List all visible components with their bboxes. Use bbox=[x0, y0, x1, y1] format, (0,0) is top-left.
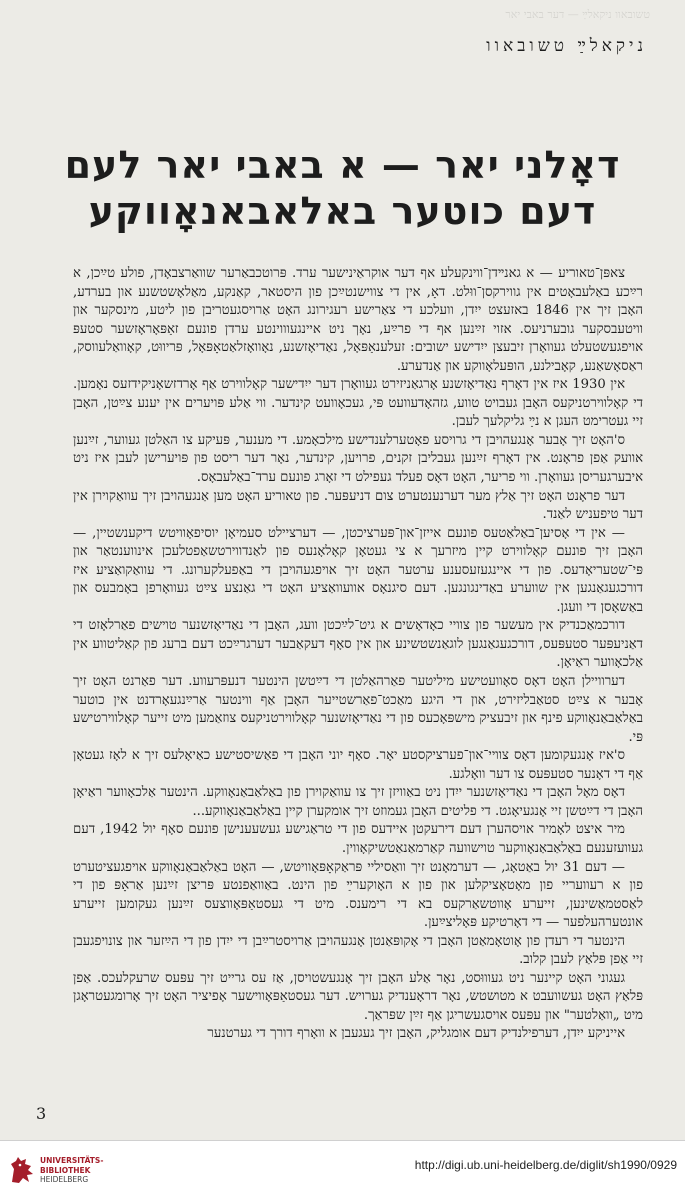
paragraph: — דעם 31 יול באַטאָג, — דערמאָנט זיך וואַסיליי פּראַקאָפּאָוויטש, — האָט באַלאַבאַנאָווקע אויפגעציטערט פון א רעוועריי פון מאָטאָציקלען און פון א האָוקערײַ פון הינט. באַוואַפנטע פּריצן זײַנען אַראָפּ פון די לאַסטמאַשינען, זייערע אָווטשאַרקעס בא די רימענס. מיט די געסטאַפּאָווצעס זײַנען געקומען זייערע אונטערהעלפער — די דאָרטיקע פּאָליצײַען. bbox=[73, 859, 643, 931]
paragraph: דורכמאַכנדיק אין מעשער פון צוויי כאָדאָשים א גיט־לײַכטן וועג, האָבן די נאַדיאָזשנער טוישים פאַרלאָזט די דאַניעפּער סטעפּעס, דורכגעגאַנגען לוגאַנשטשינע און אין סאָף דעקאַבער דערגרײַכט דעם ברעג פון קאַליטווע אין אַלכאָווער ראַיאָן. bbox=[73, 618, 643, 671]
page-number: 3 bbox=[36, 1104, 47, 1123]
paragraph: הינטער די רעדן פון אָוטאָמאַטן האָבן די אָקופּאַנטן אָנגעהויבן אַרויסטרײַבן די ייִדן פון די הײַזער און צונויפגעבן זיי אַפן פּלאַץ לעבן קלוב. bbox=[73, 933, 643, 968]
heidelberg-lion-icon bbox=[8, 1155, 36, 1185]
paragraph: דאָס מאָל האָבן די נאַדיאָזשנער ייִדן ניט באַוויזן זיך צו עוואַקוירן פון באַלאַבאַנאָווקע. הינטער אַלכאָווער ראַיאָן האָבן די דײַטשן זיי אָנגעיאָגט. די פליטים האָבן געמוזט זיך אומקערן קיין באַלאַבאַנאָווקע... bbox=[73, 785, 643, 819]
paragraph: ס'האָט זיך אָבער אָנגעהויבן די גרויסע פאָטערלענדישע מילכאָמע. די מענער, פּעיקע צו האַלטן געווער, זײַנען אוועק אַפן פראָנט. אין דאָרף זײַנען געבליבן זקנים, פרויען, קינדער, נאָר דער ריסט פון פּויערישן לעבן איז ניט איבערגעריסן געוואָרן. ווי פריער, האָט דאָס פעלד געפילט די זאָרג פונעם ערד־באַלעבאָס. bbox=[73, 432, 643, 486]
institution-city: HEIDELBERG bbox=[40, 1175, 89, 1184]
paragraph: ס'איז אָנגעקומען דאָס צוויי־און־פערציקסטע יאָר. סאָף יוני האָבן די פאַשיסטישע כאַיאָלעס זיך א לאָז געטאָן אַף די דאָנער סטעפּעס צו דער וואָלגע. bbox=[73, 748, 643, 782]
bleed-through-text: טשובאוו ניקאלײַ — דער באבי יאר bbox=[505, 8, 650, 21]
paragraph: דערוויילן האָט דאָס סאָוועטישע מיליטער פאַרהאַלטן די דײַטשן הינטער דנעפּרעווע. דער פאַרנט האָט זיך אָבער א צײַט סטאַבליזירט, און די היגע מאַכט־פאַרשטייער האָבן אַף ווינטער אַרײַנגעאָרדנט אין כוטער באַלאַבאַנאָווקע פינף און זיבעציק מישפּאָכעס פון די נאַדיאָזשנער קאָלווירטניקעס צוזאַמען מיט זייער קאָלווירטישע פּי. bbox=[73, 674, 643, 745]
paragraph: צאפּן־טאוריע — א גאנײדן־ווינקעלע אף דער אוקראַינישער ערד. פּרוטכבאַרער שוואַרצבאָדן, פולע טײַכן, א רײַכע באַלעבאָטים אין גווירקסן־ווּלט. דאָ, אין די צווישנטײַכן פון היסטאר, קאַנקע, מאַלאָשטשנע און בערדע, האָבן זיך אין 1846 באזעצט ייִדן, וועלכע די צאַרישע רעגירונג האָט אַרויסגעטריבן פון ליטע, מינסקער און וויטעבסקער גובערניעס. אזוי זײַנען אף די פרײַע, נאָך ניט איינגעוווינטע ערדן פונעם זאַפּאָראָזשער סטעפּ אויפגעשטעלט געוואָרן זיבעצן ייִדישע ישובים: זעלענאַפּאָל, נאַדיאָזשנע, נאָוואָזלאַטאָפּאָל, פּריווּט, קאָוואַלעווסק, ראַסאָשאַנע, קאָבילנע, הופּעלאָווקע און אַנדערע. bbox=[73, 266, 643, 374]
paragraph: דער פראָנט האָט זיך אַלץ מער דערנענטערט צום דניעפּער. פון טאוריע האָט מען אַנגעהויבן זיך עוואַקוירן אין דער טיפעניש לאַנד. bbox=[73, 488, 643, 523]
library-footer bbox=[0, 1140, 685, 1198]
institution-line-1: UNIVERSITÄTS- bbox=[40, 1156, 104, 1165]
paragraph: מיר איצט לאָמיר אויסהערן דעם דירעקטן איידעס פון די טראַגישע געשעענישן פונעם סאָף יול 1942, דעם געוועזענעם באַלאַבאַנאָווקער טוישוועה קאַרמאַנאַטשיקאָווין. bbox=[73, 822, 643, 856]
paragraph: געגוני האָט קיינער ניט געוווּסט, נאָר אַלע האָבן זיך אָנגעשטויסן, אַז עס גרייט זיך עפּעס שרעקלעכס. אַפן פּלאַץ האָט געשוועבט א מטושטש, נאָר דראָענדיק גערויש. דער געסטאַפּאָווישער אָפיציר האָט זיך אָרומגעטראָגן מיט „וואַלטער" און עפּעס אויסגעשריגן אַף זײַן שפּראַך. bbox=[73, 970, 643, 1023]
paragraph: אין 1930 איז אין דאָרף נאַדיאָזשנע אָרגאַניזירט געוואָרן דער ייִדישער קאָלווירט אַף אָרדזשאָניקידזעס נאָמען. די קאָלווירטניקעס האָבן געבויט טווע, גזהאָדעוועט פּי, געכאָוועט קינדער. ווי אַלע פּויערים אין יענע צײַטן, האָבן זיי געטרימט העגן א נײַ גליקלעך לעבן. bbox=[73, 377, 643, 430]
article-body bbox=[73, 265, 643, 1115]
institution-name bbox=[40, 1156, 103, 1185]
paragraph: אייניקע ייִדן, דערפילנדיק דעם אומגליק, האָבן זיך געגעבן א וואָרף דורך די גערטנער bbox=[207, 1026, 625, 1042]
running-head-author: ניקאלײַ טשובאוו bbox=[486, 36, 647, 56]
article-title-line-2: דעם כוטער באלאבאנאָווקע bbox=[88, 189, 597, 233]
article-title-line-1: דאָלני יאר — א באבי יאר לעם bbox=[64, 143, 621, 187]
paragraph: — אין די אָסיען־באַלאַטעס פונעם אייזן־און־פּערציכטן, — דערציילט סעמיאָן יוסיפאָוויטש דיקענשטיין, — האָבן זיך פונעם קאָלווירט קיין מיזרעך א צי געטאָן קאָלאָנעס פון לאַנדווירטשאַפטלעכן אינווענטאַר און פּי־שטעריאָדעס. פון די איינגעזעסענע ערטער האָט זיך אויפגעהויבן די באַפעלקערונג. די עוואַקואַציע איז דורכגעגאַנגען אין שווערע באַדינגונגען. דעם סיגנאָס אוועוואַציע האָט די גאַנצע צײַט געוואָרפן באָמבעס און באַשאָסן די וועגן. bbox=[73, 525, 643, 615]
institution-line-2: BIBLIOTHEK bbox=[40, 1165, 91, 1175]
permalink-url[interactable]: http://digi.ub.uni-heidelberg.de/diglit/sh1990/0929 bbox=[414, 1158, 677, 1172]
